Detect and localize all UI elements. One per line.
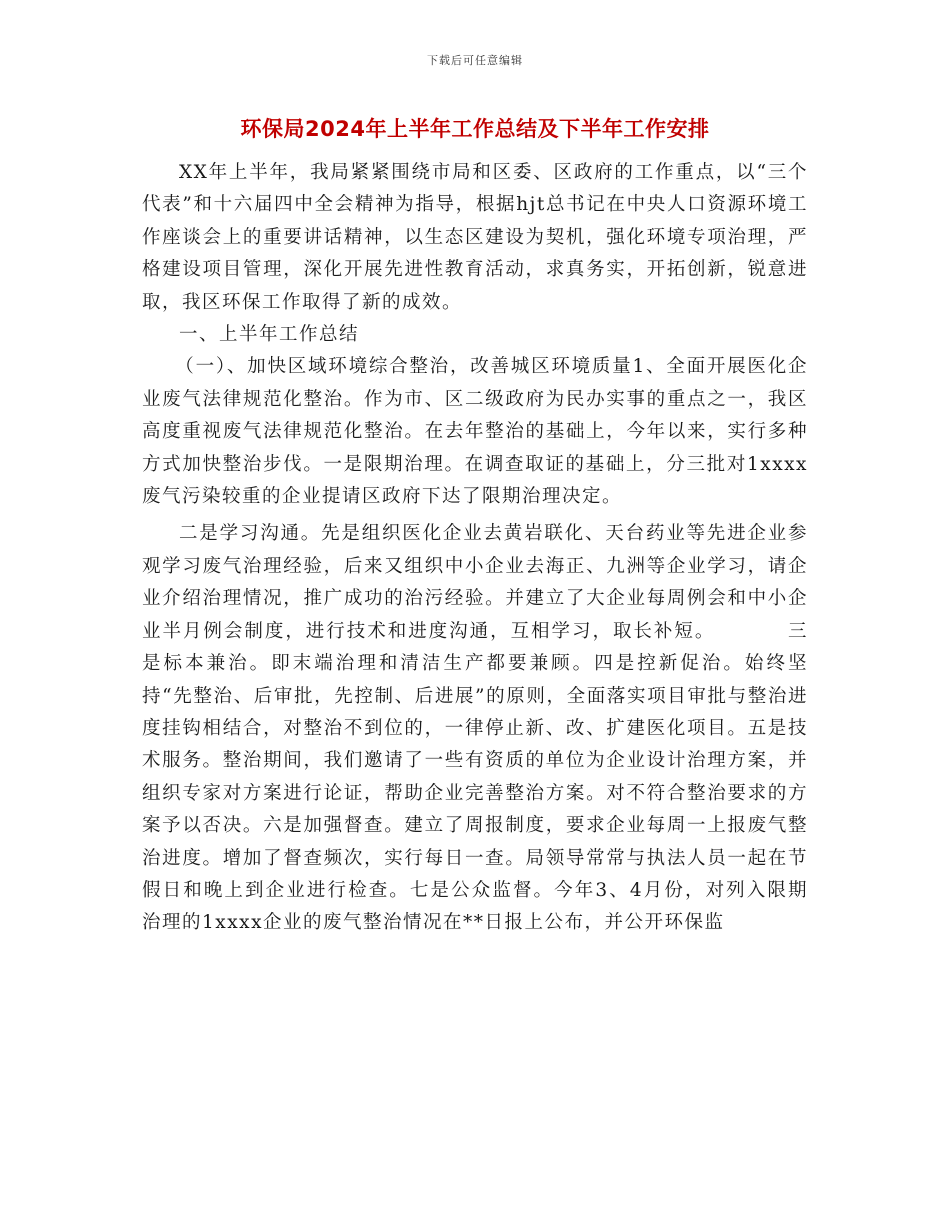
paragraph-subsection: （一）、加快区域环境综合整治，改善城区环境质量1、全面开展医化企业废气法律规范化整治。作为市、区二级政府为民办实事的重点之一，我区高度重视废气法律规范化整治。在去年整治的基础上，今年以来，实行多种方式加快整治步伐。一是限期治理。在调查取证的基础上，分三批对1xxxx废气污染较重的企业提请区政府下达了限期治理决定。	[142, 356, 808, 508]
header-note: 下载后可任意编辑	[427, 54, 523, 67]
section-heading: 一、上半年工作总结	[179, 324, 360, 346]
paragraph-measures: 二是学习沟通。先是组织医化企业去黄岩联化、天台药业等先进企业参观学习废气治理经验，后来又组织中小企业去海正、九洲等企业学习，请企业介绍治理情况，推广成功的治污经验。并建立了大企业每周例会和中小企业半月例会制度，进行技术和进度沟通，互相学习，取长补短。 三是标本兼治。即末端治理和清洁生产都要兼顾。四是控新促治。始终坚持“先整治、后审批，先控制、后进展”的原则，全面落实项目审批与整治进度挂钩相结合，对整治不到位的，一律停止新、改、扩建医化项目。五是技术服务。整治期间，我们邀请了一些有资质的单位为企业设计治理方案，并组织专家对方案进行论证，帮助企业完善整治方案。对不符合整治要求的方案予以否决。六是加强督查。建立了周报制度，要求企业每周一上报废气整治进度。增加了督查频次，实行每日一查。局领导常常与执法人员一起在节假日和晚上到企业进行检查。七是公众监督。今年3、4月份，对列入限期治理的1xxxx企业的废气整治情况在**日报上公布，并公开环保监	[142, 523, 808, 934]
document-body	[142, 157, 808, 940]
document-title: 环保局2024年上半年工作总结及下半年工作安排	[240, 117, 710, 141]
paragraph-intro: XX年上半年，我局紧紧围绕市局和区委、区政府的工作重点，以“三个代表”和十六届四中全会精神为指导，根据hjt总书记在中央人口资源环境工作座谈会上的重要讲话精神，以生态区建设为契机，强化环境专项治理，严格建设项目管理，深化开展先进性教育活动，求真务实，开拓创新，锐意进取，我区环保工作取得了新的成效。	[142, 162, 808, 313]
